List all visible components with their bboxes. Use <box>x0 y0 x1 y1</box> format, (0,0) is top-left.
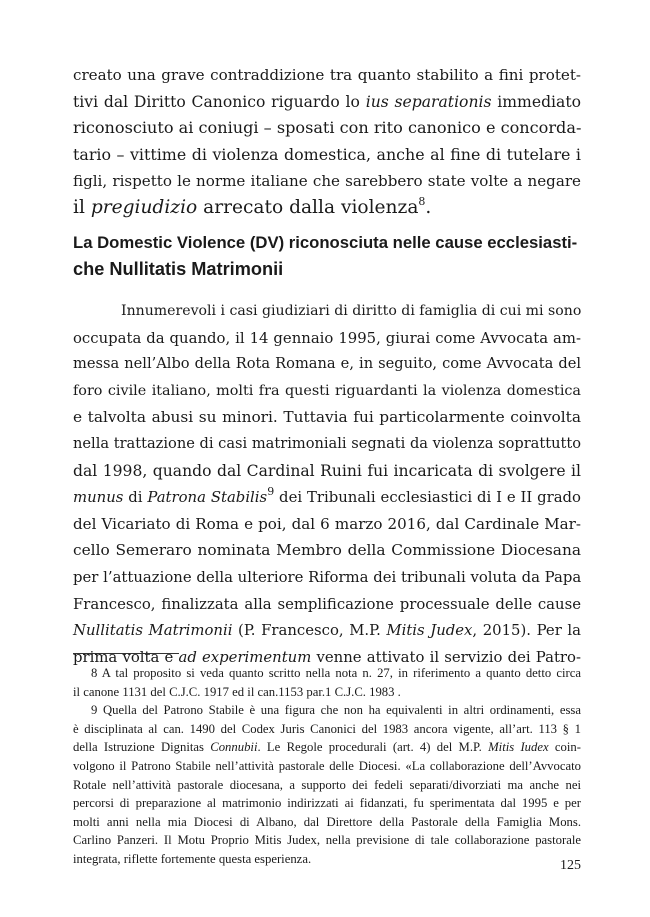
footnote-line: il canone 1131 del C.J.C. 1917 ed il can.1153 par.1 C.J.C. 1983 . <box>73 684 401 699</box>
text-line: e talvolta abusi su minori. Tuttavia fui particolarmente coinvolta <box>73 408 581 427</box>
body-paragraph <box>73 298 581 670</box>
text-line: occupata da quando, il 14 gennaio 1995, giurai come Avvocata am- <box>73 328 581 347</box>
footnote-line: è disciplinata al can. 1490 del Codex Juris Canonici del 1983 ancora vigente, all’art. 113 § 1 <box>73 721 581 736</box>
text-line: per l’attuazione della ulteriore Riforma dei tribunali voluta da Papa <box>73 567 582 586</box>
footnote-line: 9 Quella del Patrono Stabile è una figura che non ha equivalenti in altri ordinamenti, essa <box>91 703 581 718</box>
text-line: munus di Patrona Stabilis$^9$ dei Tribunali ecclesiastici di I e II grado <box>73 485 581 507</box>
text-line: dal 1998, quando dal Cardinal Ruini fui incaricata di svolgere il <box>73 461 581 480</box>
text-line: Francesco, finalizzata alla semplificazione processuale delle cause <box>73 594 581 613</box>
text-line: Innumerevoli i casi giudiziari di diritto di famiglia di cui mi sono <box>121 303 582 319</box>
text-line: nella trattazione di casi matrimoniali segnati da violenza soprattutto <box>73 434 582 452</box>
text-line: foro civile italiano, molti fra questi riguardanti la violenza domestica <box>73 382 581 399</box>
text-line: il pregiudizio arrecato dalla violenza$^8$. <box>73 194 432 218</box>
text-line: cello Semeraro nominata Membro della Commissione Diocesana <box>73 541 581 560</box>
footnote-line: molti anni nella mia Diocesi di Albano, dal Direttore della Pastorale della Famiglia Mons. <box>73 814 581 829</box>
footnote-line: integrata, riflette fortemente questa esperienza. <box>73 851 312 866</box>
text-line: tario – vittime di violenza domestica, anche al fine di tutelare i <box>73 144 581 164</box>
section-heading <box>73 230 581 282</box>
text-line: riconosciuto ai coniugi – sposati con rito canonico e concorda- <box>73 118 582 138</box>
footnote-line: Carlino Panzeri. Il Motu Proprio Mitis Judex, nella previsione di tale collaborazione pastorale <box>73 833 581 848</box>
text-line: prima volta e ad experimentum venne attivato il servizio dei Patro- <box>73 647 581 666</box>
intro-paragraph <box>73 62 581 222</box>
text-line: messa nell’Albo della Rota Romana e, in seguito, come Avvocata del <box>73 355 581 373</box>
footnote-line: 8 A tal proposito si veda quanto scritto nella nota n. 27, in riferimento a quanto detto circa <box>91 666 581 680</box>
heading-line: La Domestic Violence (DV) riconosciuta nelle cause ecclesiasti- <box>73 233 578 252</box>
footnote-line: percorsi di preparazione al matrimonio indirizzati ai fidanzati, fu sperimentata dal 1995 e per <box>73 796 581 811</box>
footnote-line: volgono il Patrono Stabile nell’attività pastorale delle Diocesi. «La collaborazione dell’Avvocato <box>73 758 581 773</box>
text-line: figli, rispetto le norme italiane che sarebbero state volte a negare <box>73 172 581 191</box>
footnote-line: della Istruzione Dignitas Connubii. Le Regole procedurali (art. 4) del M.P. Mitis Iudex coin- <box>73 740 581 755</box>
footnote-line: Rotale nell’attività pastorale diocesana, a supporto dei fedeli separati/divorziati ma anche nei <box>73 777 581 792</box>
text-line: creato una grave contraddizione tra quanto stabilito a fini protet- <box>73 66 581 84</box>
page-number: 125 <box>560 858 581 873</box>
text-line: del Vicariato di Roma e poi, dal 6 marzo 2016, dal Cardinale Mar- <box>73 514 581 533</box>
text-line: Nullitatis Matrimonii (P. Francesco, M.P. Mitis Judex, 2015). Per la <box>73 621 581 640</box>
footnotes <box>73 664 581 869</box>
footnote-divider <box>73 653 179 654</box>
text-line: tivi dal Diritto Canonico riguardo lo ius separationis immediato <box>73 92 581 111</box>
heading-line: che Nullitatis Matrimonii <box>73 259 284 279</box>
